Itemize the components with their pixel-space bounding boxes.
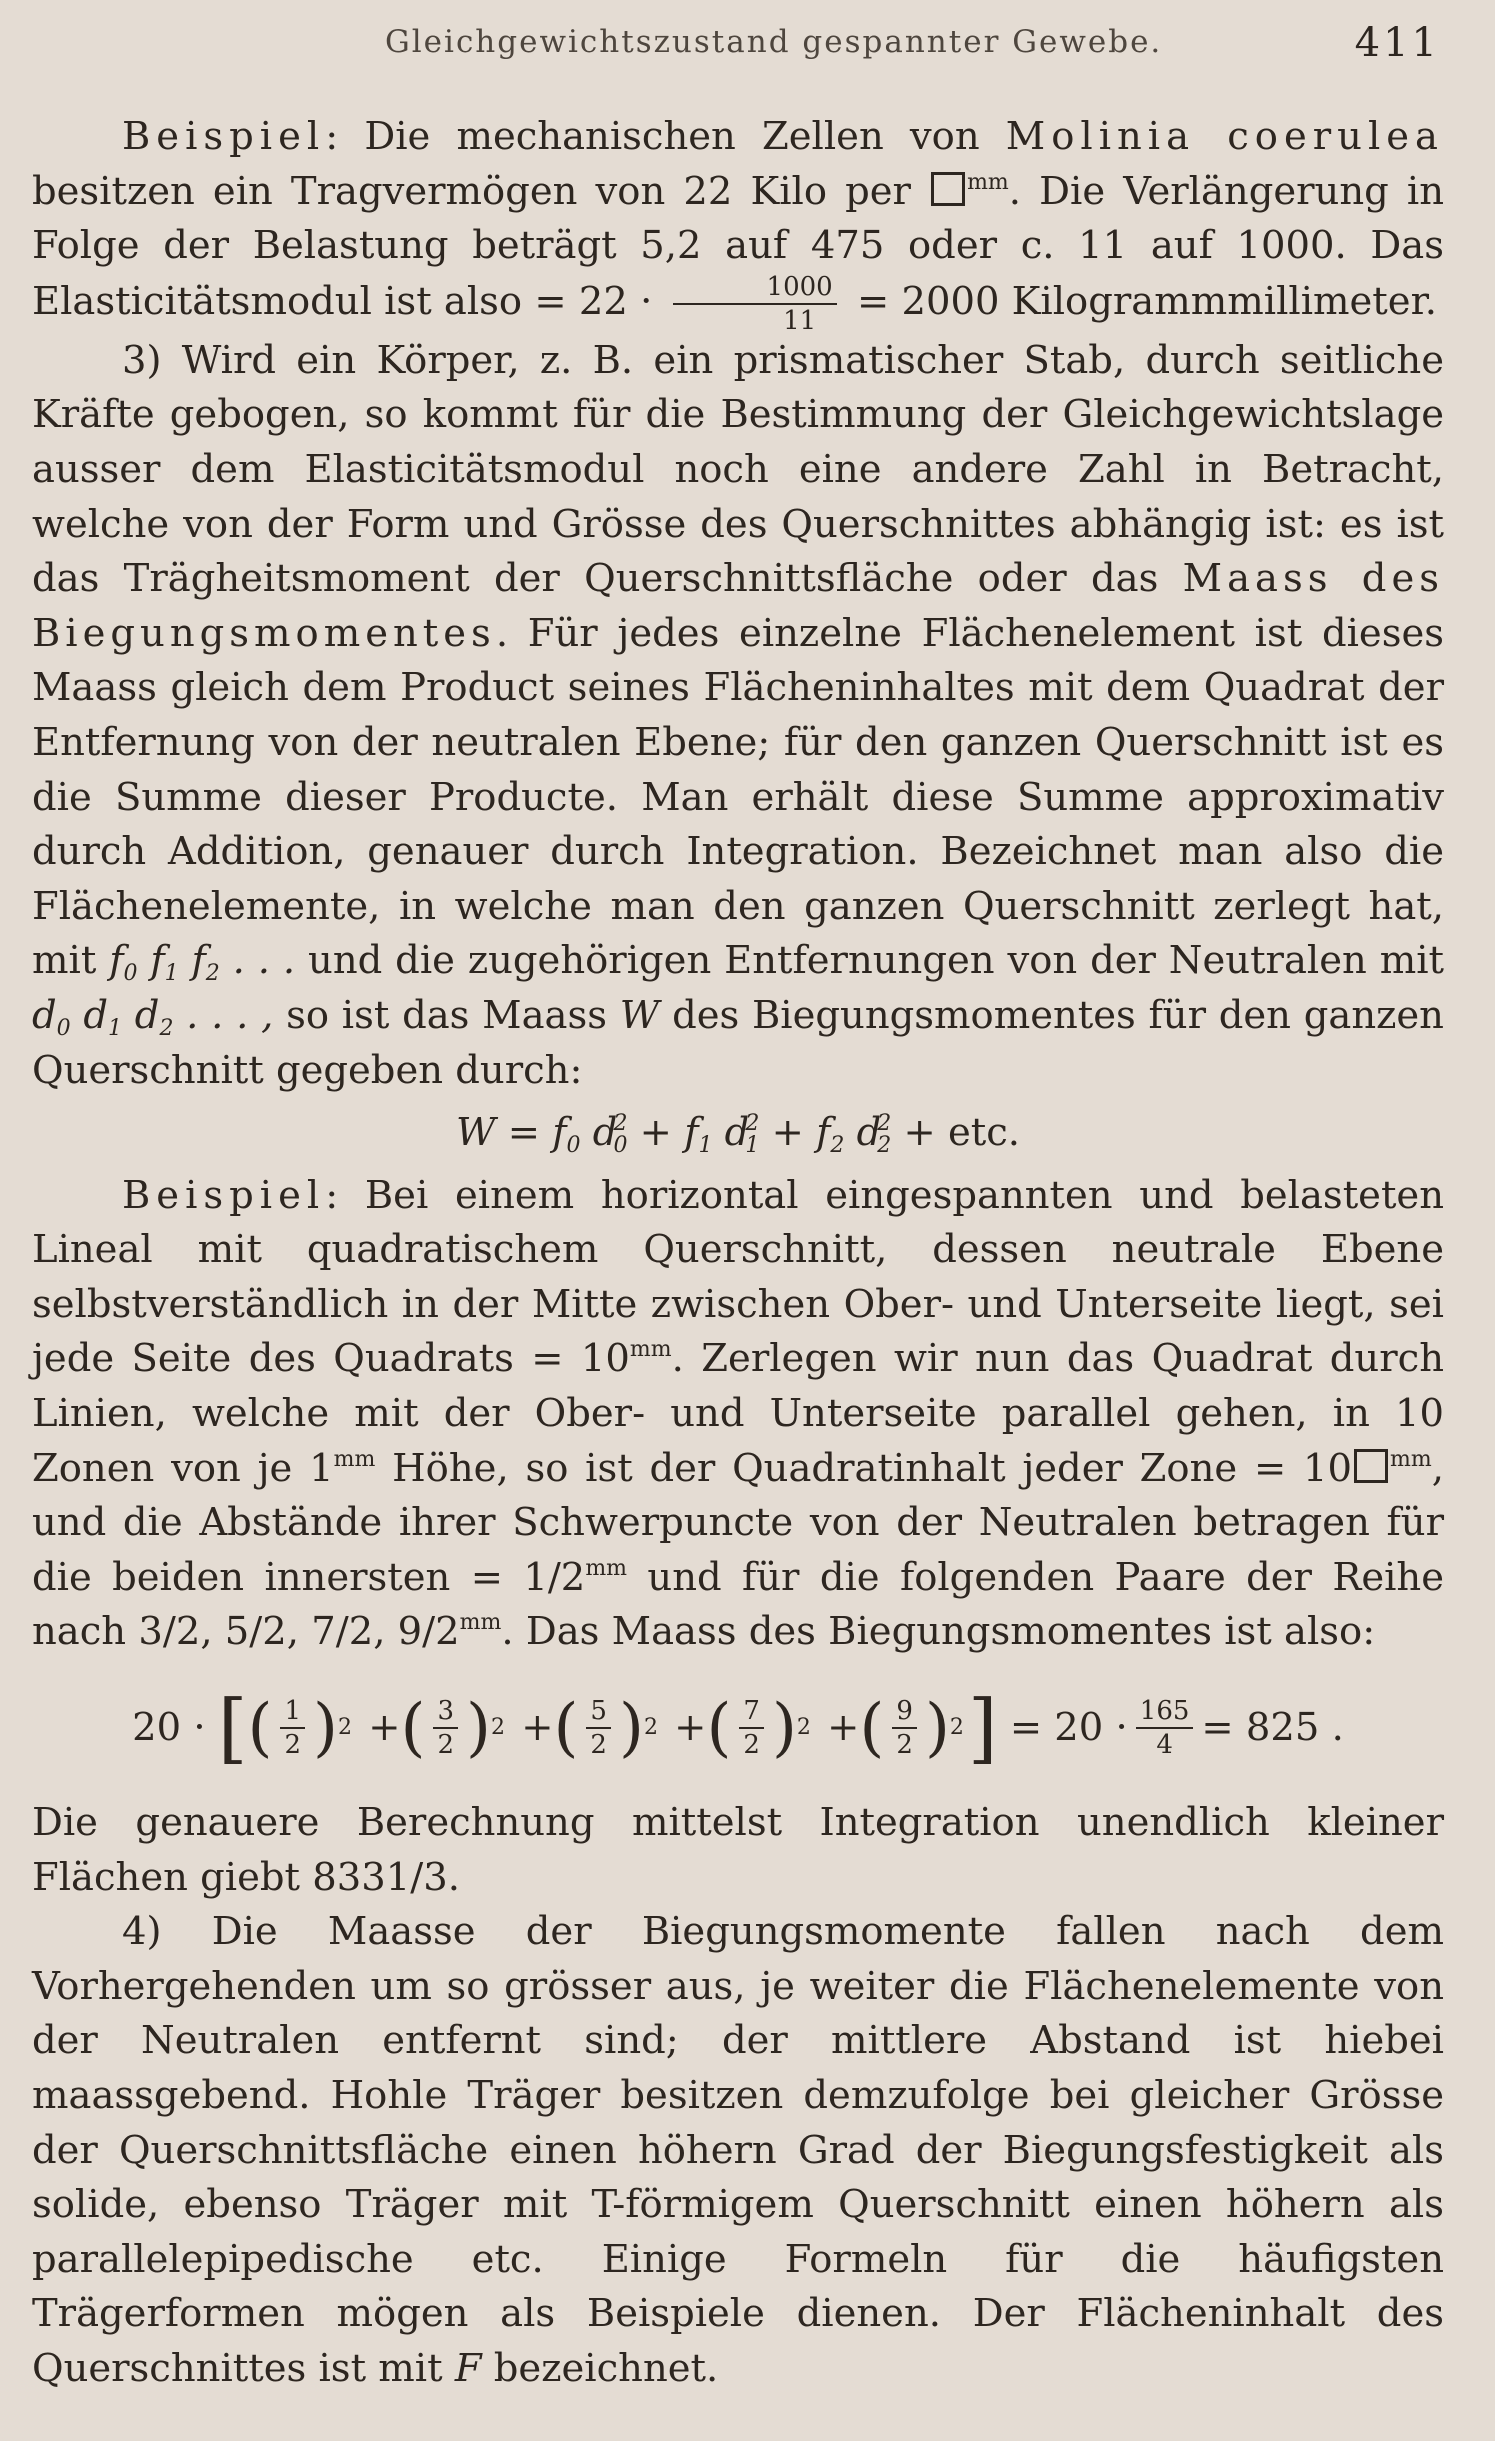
formula-sum: 20 · [ ( $\frac{1}{2}$ ) 2 + ( $\frac{3}{2}$ ) 2 + ( $\frac{5}{2}$ ) 2 + ( $\frac{7}{2}$ ) 2 + ( $\frac{9}{2}$ ) 2 ] = 20 · $\frac{165}{4}$ = 825 . [132, 1683, 1344, 1773]
d-symbols: $d_0$ $d_1$ $d_2$ . . . , [32, 992, 274, 1041]
square-unit-icon [931, 172, 965, 206]
paragraph-3: 3) Wird ein Körper, z. B. ein prismatischer Stab, durch seitliche Kräfte gebogen, so kommt für die Bestimmung der Gleichgewichtslage ausser dem Elasticitätsmodul noch eine andere Zahl in Betracht, welche von der Form und Grösse des Querschnittes abhängig ist: es ist das Trägheitsmoment der Querschnittsfläche oder das Maass des Biegungsmomentes. Für jedes einzelne Flächenelement ist dieses Maass gleich dem Product seines Flächeninhaltes mit dem Quadrat der Entfernung von der neutralen Ebene; für den ganzen Querschnitt ist es die Summe dieser Producte. Man erhält diese Summe approximativ durch Addition, genauer durch Integration. Bezeichnet man also die Flächenelemente, in welche man den ganzen Querschnitt zerlegt hat, mit $f_0$ $f_1$ $f_2$ . . . und die zugehörigen Entfernungen von der Neutralen mit $d_0$ $d_1$ $d_2$ . . . , so ist das Maass W des Biegungsmomentes für den ganzen Querschnitt gegeben durch: [32, 337, 1444, 1093]
square-unit-icon [1354, 1449, 1388, 1483]
f-symbols: $f_0$ $f_1$ $f_2$ . . . [109, 938, 296, 987]
example-label-2: Beispiel [122, 1172, 326, 1218]
fraction-1000-11: $\frac{1000}{11}$ [673, 274, 837, 334]
paragraph-example-1: Beispiel: Die mechanischen Zellen von Molinia coerulea besitzen ein Tragvermögen von 22 Kilo per $^{mm}$. Die Verlängerung in Folge der Belastung beträgt 5,2 auf 475 oder c. 11 auf 1000. Das Elasticitätsmodul ist also = 22 · $\frac{1000}{11}$ = 2000 Kilogrammmillimeter. [32, 114, 1444, 336]
body-text [32, 110, 1444, 2397]
paragraph-example-2: Beispiel: Bei einem horizontal eingespannten und belasteten Lineal mit quadratischem Querschnitt, dessen neutrale Ebene selbstverständlich in der Mitte zwischen Ober- und Unterseite liegt, sei jede Seite des Quadrats = $10^{mm}$. Zerlegen wir nun das Quadrat durch Linien, welche mit der Ober- und Unterseite parallel gehen, in 10 Zonen von je $1^{mm}$ Höhe, so ist der Quadratinhalt jeder Zone = 10 $^{mm}$, und die Abstände ihrer Schwerpuncte von der Neutralen betragen für die beiden innersten = $1/2^{mm}$ und für die folgenden Paare der Reihe nach 3/2, 5/2, 7/2, $9/2^{mm}$. Das Maass des Biegungsmomentes ist also: [32, 1172, 1444, 1655]
paragraph-4: 4) Die Maasse der Biegungsmomente fallen nach dem Vorhergehenden um so grösser aus, je weiter die Flächenelemente von der Neutralen entfernt sind; der mittlere Abstand ist hiebei maassgebend. Hohle Träger besitzen demzufolge bei gleicher Grösse der Querschnittsfläche einen höhern Grad der Biegungsfestigkeit als solide, ebenso Träger mit T-förmigem Querschnitt einen höhern als parallelepipedische etc. Einige Formeln für die häufigsten Trägerformen mögen als Beispiele dienen. Der Flächeninhalt des Querschnittes ist mit F bezeichnet. [32, 1909, 1444, 2391]
spaced-term: Maass des Biegungsmomentes [32, 556, 1444, 656]
running-title: Gleichgewichtszustand gespannter Gewebe. [385, 24, 1163, 60]
page-number: 411 [1354, 20, 1440, 66]
page-header [0, 20, 1495, 70]
species-name: Molinia coerulea [1005, 114, 1444, 159]
example-label: Beispiel [122, 114, 326, 159]
formula-bending-moment: $W = f_0$ $d_0^2 + f_1$ $d_1^2 + f_2$ $d_2^2$ + etc. [455, 1110, 1021, 1159]
paragraph-integration: Die genauere Berechnung mittelst Integration unendlich kleiner Flächen giebt 8331/3. [32, 1800, 1444, 1900]
